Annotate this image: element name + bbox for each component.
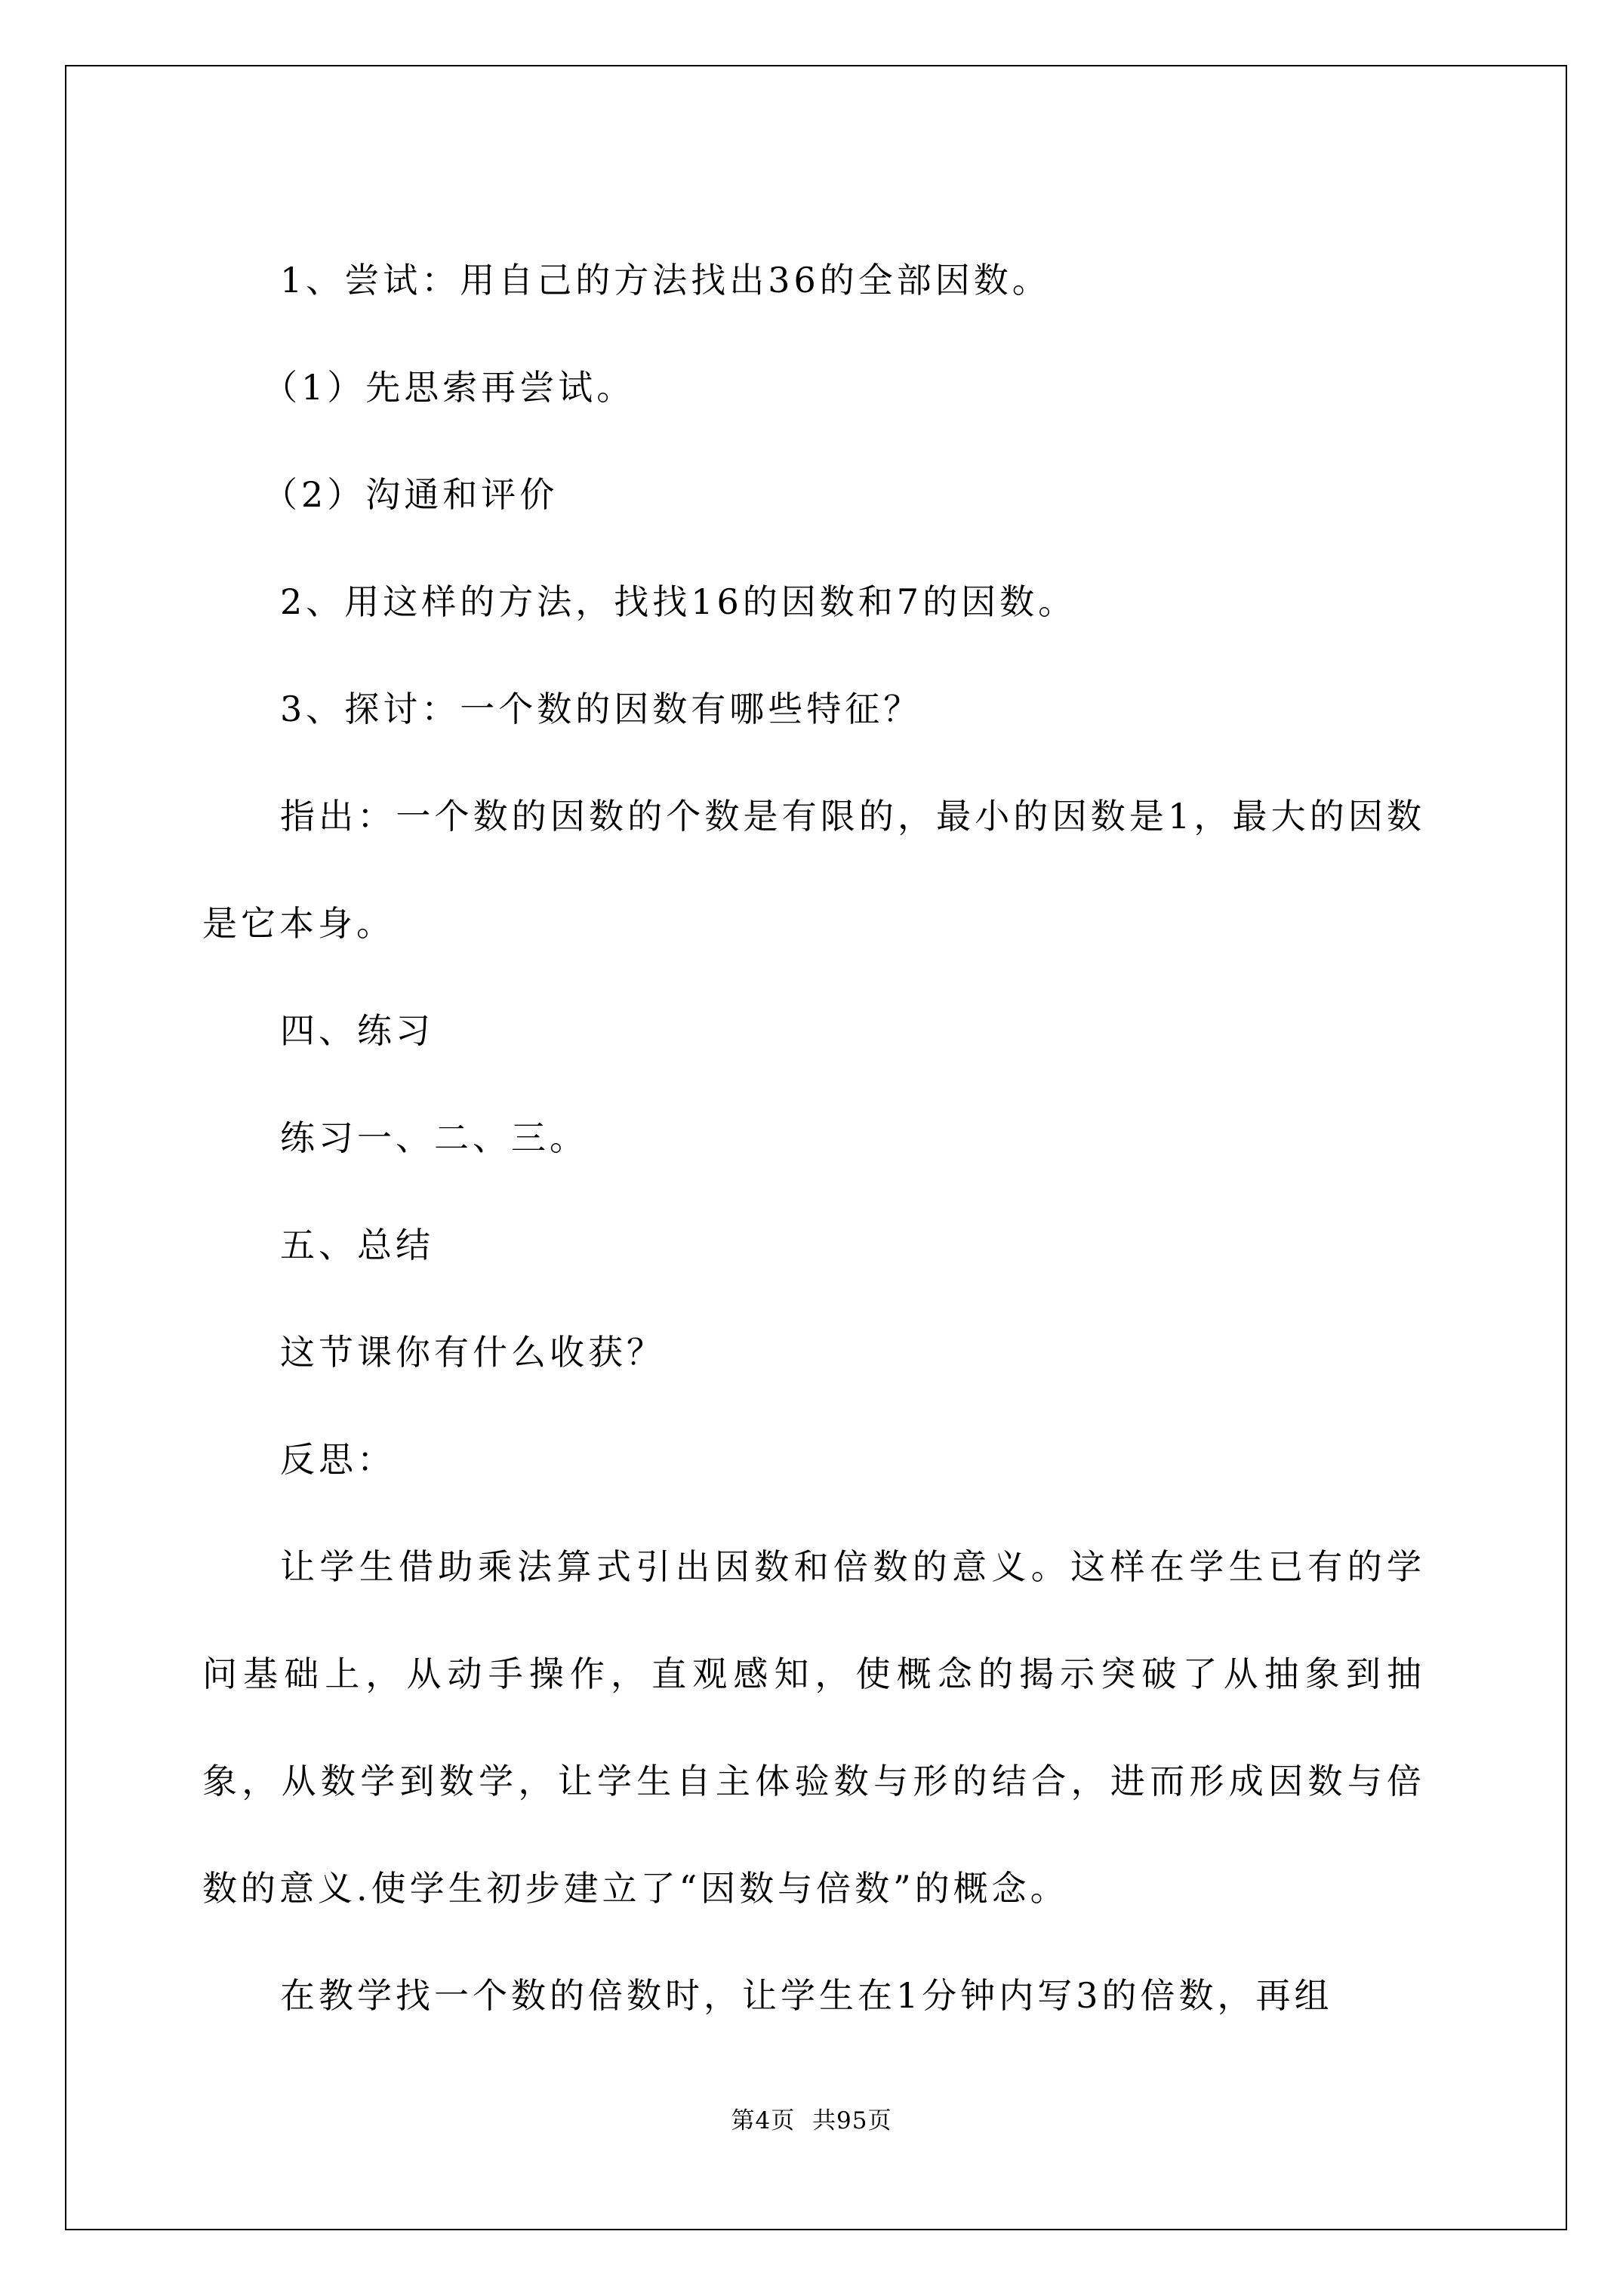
paragraph: 反思： — [280, 1439, 396, 1480]
section-heading: 五、总结 — [280, 1225, 434, 1265]
paragraph: 这节课你有什么收获？ — [280, 1332, 665, 1373]
paragraph: 2、用这样的方法，找找16的因数和7的因数。 — [280, 581, 1077, 622]
paragraph: 在教学找一个数的倍数时，让学生在1分钟内写3的倍数，再组 — [280, 1975, 1333, 2016]
document-body — [202, 227, 1425, 2049]
paragraph: 让学生借助乘法算式引出因数和倍数的意义。这样在学生已有的学问基础上，从动手操作，直观感知，使概念的揭示突破了从抽象到抽象，从数学到数学，让学生自主体验数与形的结合，进而形成因数与倍数的意义.使学生初步建立了“因数与倍数”的概念。 — [202, 1546, 1425, 1909]
page-footer — [0, 2106, 1623, 2136]
paragraph: 指出：一个数的因数的个数是有限的，最小的因数是1，最大的因数是它本身。 — [202, 796, 1425, 944]
page-number: 第4页 — [731, 2107, 796, 2134]
paragraph: 3、探讨：一个数的因数有哪些特征？ — [280, 689, 922, 729]
section-heading: 四、练习 — [280, 1010, 434, 1051]
paragraph: 1、尝试：用自己的方法找出36的全部因数。 — [280, 260, 1051, 300]
paragraph: 练习一、二、三。 — [280, 1117, 588, 1158]
paragraph: （1）先思索再尝试。 — [263, 367, 636, 408]
page-total: 共95页 — [812, 2107, 892, 2134]
paragraph: （2）沟通和评价 — [263, 474, 559, 515]
